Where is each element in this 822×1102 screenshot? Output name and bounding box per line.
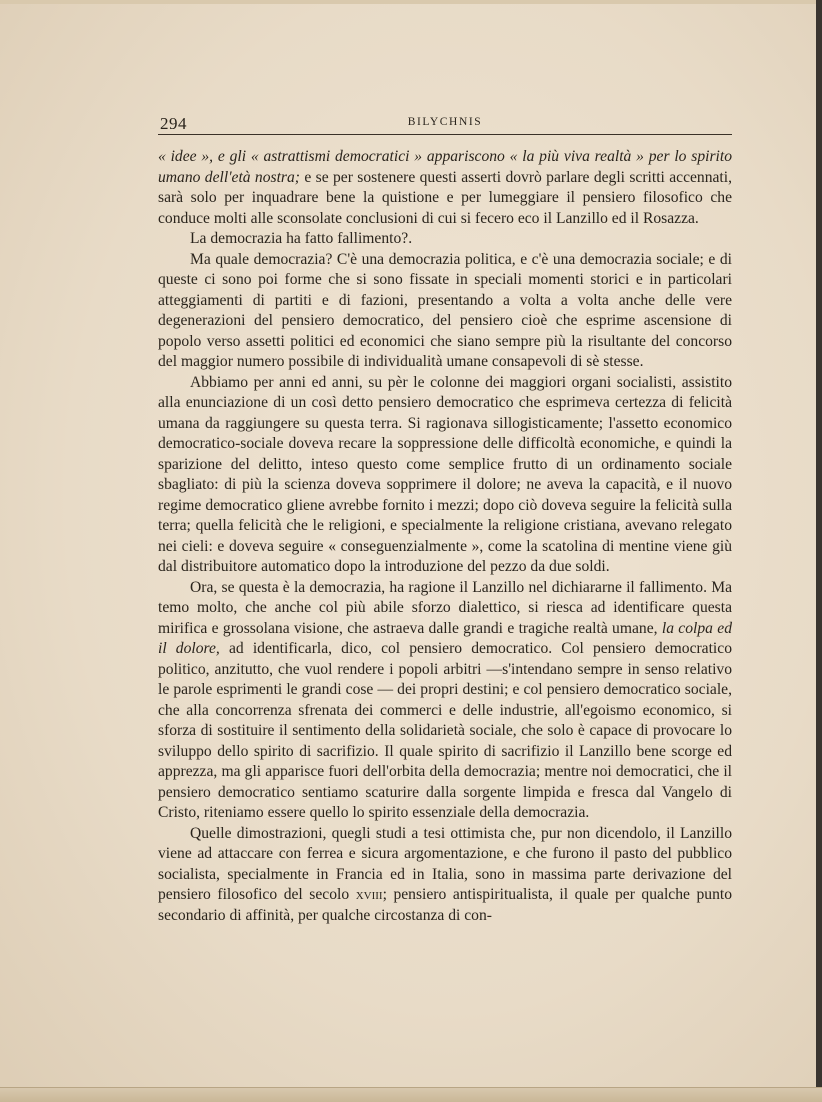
running-title: BILYCHNIS [407, 116, 483, 128]
page-right-edge [816, 0, 822, 1102]
page-header [158, 112, 732, 136]
page-top-edge [0, 0, 822, 4]
text-segment: « idee », e gli « astrattismi democratici » appariscono « la più viva realtà » per lo spirito umano dell'età nostra; [158, 148, 732, 186]
page-bottom-edge [0, 1087, 822, 1102]
text-segment: La democrazia ha fatto fallimento?. [190, 230, 413, 247]
paragraph [158, 373, 732, 578]
text-segment: ; pensiero antispiritualista, il quale per qualche punto secondario di affinità, per qualche circostanza di con- [158, 886, 732, 924]
paragraph [158, 229, 732, 250]
paragraph [158, 250, 732, 373]
paragraph [158, 578, 732, 824]
paragraph [158, 147, 732, 229]
text-segment: Abbiamo per anni ed anni, su pèr le colonne dei maggiori organi socialisti, assistito alla enunciazione di un così detto pensiero democratico che esprimeva certezza di felicità umana da raggiungere su questa terra. Si ragionava sillogisticamente; l'assetto economico democratico-sociale doveva recare la soppressione delle difficoltà economiche, e quindi la sparizione del delitto, inteso questo come semplice frutto di un ordinamento sociale sbagliato: di più la scienza doveva sopprimere il dolore; ne aveva la capacità, e il nuovo regime democratico gliene avrebbe fornito i mezzi; dopo ciò doveva seguire la felicità sulla terra; quella felicità che le religioni, e specialmente la religione cristiana, avevano relegato nei cieli: e doveva seguire « conseguenzialmente », come la scatolina di mentine viene giù dal distribuitore automatico dopo la introduzione del pezzo da due soldi. [158, 373, 732, 575]
text-segment: e se per sostenere questi asserti dovrò parlare degli scritti accennati, sarà solo per inquadrare bene la quistione e per lumeggiare il pensiero filosofico che conduce molti alle sconsolate conclusioni di cui si fecero eco il Lanzillo ed il Rosazza. [158, 168, 732, 227]
text-segment: xviii [355, 886, 383, 903]
text-segment: ad identificarla, dico, col pensiero democratico. Col pensiero democratico politico, anzitutto, che vuol rendere i popoli arbitri —s'intendano sempre in senso relativo le parole esprimenti le grandi cose — dei propri destini; e col pensiero democratico sociale, che alla concorrenza sfrenata dei commerci e delle industrie, all'egoismo economico, si sforza di sostituire il sentimento della solidarietà sociale, che solo è capace di provocare lo sviluppo dello spirito di sacrifizio. Il quale spirito di sacrifizio il Lanzillo bene scorge ed apprezza, ma gli apparisce fuori dell'orbita della democrazia; mentre noi democratici, che il pensiero democratico sentiamo scaturire dalla sorgente limpida e fresca dal Vangelo di Cristo, riteniamo essere quello lo spirito essenziale della democrazia. [158, 640, 732, 821]
header-rule [158, 134, 732, 135]
text-segment: Ora, se questa è la democrazia, ha ragione il Lanzillo nel dichiararne il fallimento. Ma temo molto, che anche col più abile sforzo dialettico, si riesca ad identificare questa mirifica e grossolana visione, che astraeva dalle grandi e tragiche realtà umane, [158, 578, 732, 637]
body-text [158, 147, 732, 926]
text-segment: Ma quale democrazia? C'è una democrazia politica, e c'è una democrazia sociale; e di queste ci sono poi forme che si sono fissate in speciali momenti storici e in particolari atteggiamenti di partiti e di fazioni, presentando a volta a volta anche delle vere degenerazioni del pensiero democratico, del pensiero cioè che esprime ascensione di popolo verso assetti politici ed economici che siano sempre più la risultante del concorso del maggior numero possibile di individualità umane consapevoli di sè stesse. [158, 250, 732, 370]
text-segment: la colpa ed il dolore, [158, 619, 732, 657]
text-segment: Quelle dimostrazioni, quegli studi a tesi ottimista che, pur non dicendolo, il Lanzillo viene ad attaccare con ferrea e sicura argomentazione, e che furono il pasto del pubblico socialista, specialmente in Francia ed in Italia, sono in massima parte derivazione del pensiero filosofico del secolo [158, 824, 732, 903]
page-number: 294 [160, 114, 187, 133]
paragraph [158, 824, 732, 927]
